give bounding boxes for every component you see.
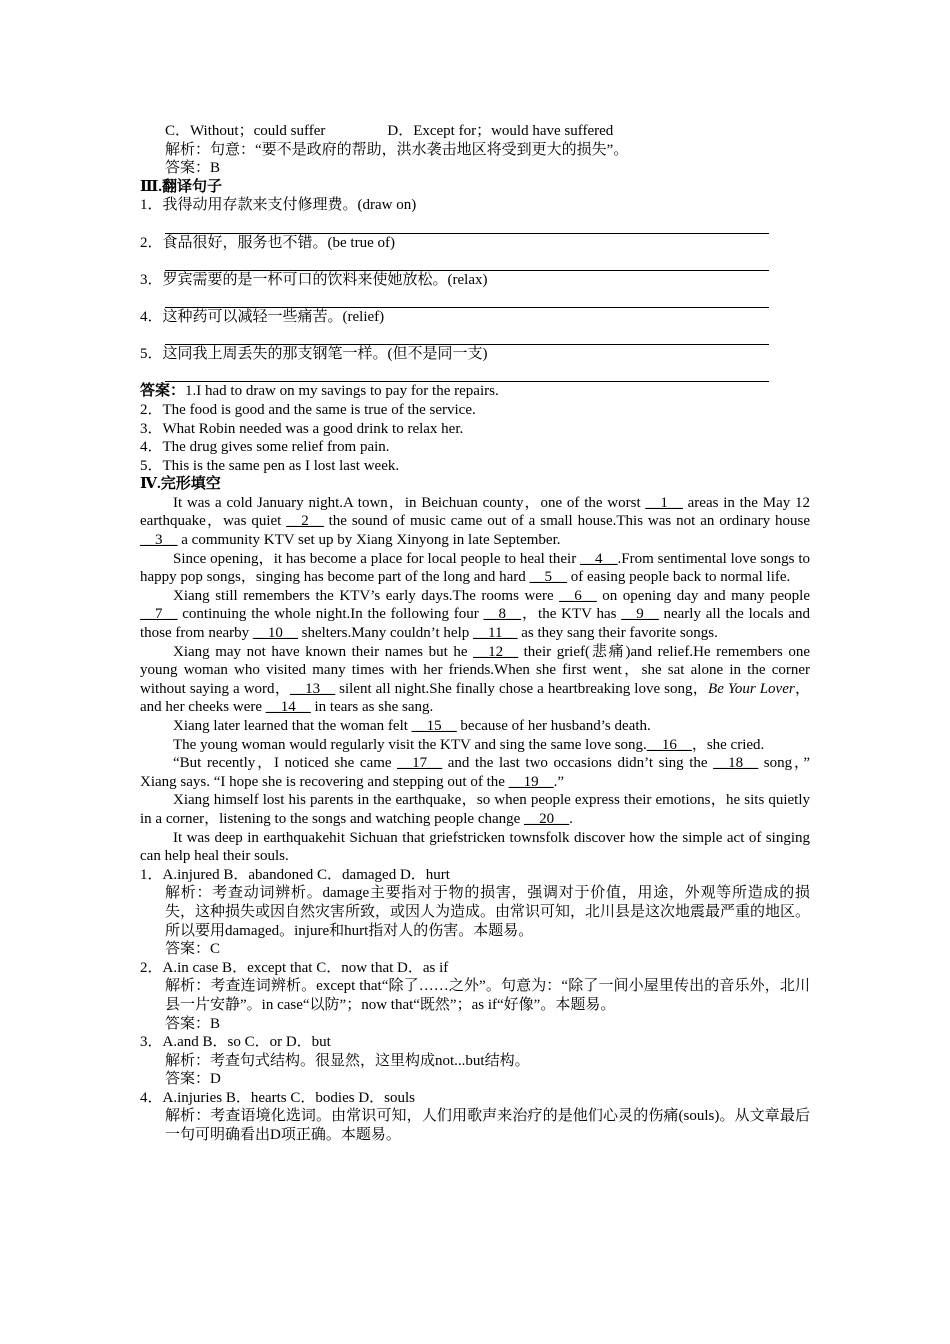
cloze-paragraph-7: “But recently，I noticed she came __17__ and the last two occasions didn’t sing the __18__ song，” Xiang says. “I hope she is recovering and stepping out of the __19__.” [140,755,810,790]
options-line [140,122,810,141]
question-2 [140,959,810,1033]
cloze-paragraph-2: Since opening，it has become a place for local people to heal their __4__.From sentimental love songs to happy pop songs，singing has become part of the long and hard __5__ of easing people back to normal life. [140,550,810,586]
question-answer: 答案：D [165,1071,221,1088]
question-4 [140,1089,810,1145]
cloze-blank-9: __9__ [621,606,659,623]
cloze-paragraph-1: It was a cold January night.A town，in Beichuan county，one of the worst __1__ areas in the May 12 earthquake，was quiet __2__ the sound of music came out of a small house.This was not an ordinary house __3__ a community KTV set up by Xiang Xinyong in late September. [140,494,810,549]
document-page [140,122,810,1145]
cloze-blank-7: __7__ [140,606,178,623]
question-analysis: 解析：考查句式结构。很显然，这里构成not...but结构。 [165,1052,530,1069]
cloze-blank-19: __19__ [508,773,554,790]
question-3 [140,1033,810,1089]
translation-answer-3: 3．What Robin needed was a good drink to relax her. [140,420,464,437]
translation-item: 3．罗宾需要的是一杯可口的饮料来使她放松。(relax) [140,271,810,308]
question-analysis: 解析：考查语境化选词。由常识可知，人们用歌声来治疗的是他们心灵的伤痛(souls)。从文章最后一句可明确看出D项正确。本题易。 [165,1108,810,1144]
question-options: 2．A.in case B．except that C．now that D．as if [140,959,449,976]
question-options: 1．A.injured B．abandoned C．damaged D．hurt [140,866,450,883]
cloze-blank-12: __12__ [473,643,519,660]
question-analysis: 解析：考查动词辨析。damage主要指对于物的损害，强调对于价值，用途，外观等所造成的损失，这种损失或因自然灾害所致，或因人为造成。由常识可知，北川县是这次地震最严重的地区。所以要用damaged。injure和hurt指对人的伤害。本题易。 [165,885,811,939]
translation-answer-5: 5．This is the same pen as I lost last week. [140,457,400,474]
cloze-blank-6: __6__ [559,587,597,604]
top-analysis: 解析：句意：“要不是政府的帮助，洪水袭击地区将受到更大的损失”。 [165,141,629,158]
cloze-blank-14: __14__ [265,699,311,716]
translation-answer-4: 4．The drug gives some relief from pain. [140,439,390,456]
cloze-paragraph-4: Xiang may not have known their names but he __12__ their grief(悲痛)and relief.He remembers one young woman who visited many times with her friends.When she first went，she sat alone in the corner without saying a word，__13__ silent all night.She finally chose a heartbreaking love song，Be Your Lover，and her cheeks were __14__ in tears as she sang. [140,643,810,716]
cloze-paragraph-5: Xiang later learned that the woman felt __15__ because of her husband’s death. [173,718,651,734]
answer-blank-line [165,327,769,346]
top-answer: 答案：B [165,160,221,177]
option-c: C．Without；could suffer [165,123,326,139]
cloze-paragraph-8: Xiang himself lost his parents in the earthquake，so when people express their emotions，he sits quietly in a corner，listening to the songs and watching people change __20__. [140,792,810,827]
question-analysis: 解析：考查连词辨析。except that“除了……之外”。句意为：“除了一间小屋里传出的音乐外，北川县一片安静”。in case“以防”；now that“既然”；as if“好像”。本题易。 [165,978,810,1013]
cloze-blank-3: __3__ [140,532,178,549]
translation-answer-2: 2．The food is good and the same is true of the service. [140,401,476,418]
question-options: 4．A.injuries B．hearts C．bodies D．souls [140,1089,415,1106]
cloze-blank-1: __1__ [645,494,683,511]
question-1 [140,866,810,959]
cloze-blank-8: __8__ [483,606,521,623]
option-d: D．Except for；would have suffered [387,123,614,139]
cloze-blank-13: __13__ [290,680,336,697]
question-answer: 答案：C [165,941,221,958]
answer-blank-line [165,215,769,234]
cloze-blank-16: __16__ [646,736,692,753]
cloze-paragraph-6: The young woman would regularly visit the KTV and sing the same love song.__16__，she cried. [173,736,765,753]
translation-item: 1．我得动用存款来支付修理费。(draw on) [140,196,810,233]
section3-heading: Ⅲ.翻译句子 [140,178,223,195]
answer-blank-line [165,289,769,308]
cloze-blank-10: __10__ [252,625,298,642]
question-options: 3．A.and B．so C．or D．but [140,1034,331,1051]
cloze-blank-18: __18__ [713,755,759,772]
cloze-paragraph-3: Xiang still remembers the KTV’s early days.The rooms were __6__ on opening day and many people __7__ continuing the whole night.In the following four __8__，the KTV has __9__ nearly all the locals and those from nearby __10__ shelters.Many couldn’t help __11__ as they sang their favorite songs. [140,587,810,642]
cloze-paragraph-9: It was deep in earthquakehit Sichuan that griefstricken townsfolk discover how the simple act of singing can help heal their souls. [140,829,810,865]
cloze-blank-20: __20__ [524,810,570,827]
translation-item: 2．食品很好，服务也不错。(be true of) [140,234,810,271]
translation-item: 5．这同我上周丢失的那支钢笔一样。(但不是同一支) [140,345,810,382]
translation-item: 4．这种药可以减轻一些痛苦。(relief) [140,308,810,345]
cloze-blank-11: __11__ [473,625,518,642]
translation-answer-1: 答案：1.I had to draw on my savings to pay for the repairs. [140,383,499,400]
answer-blank-line [165,364,769,383]
section4-heading: Ⅳ.完形填空 [140,476,221,493]
cloze-blank-17: __17__ [397,755,443,772]
song-title: Be Your Lover [708,680,795,697]
cloze-blank-15: __15__ [411,718,457,734]
answer-blank-line [165,252,769,271]
cloze-blank-2: __2__ [286,513,324,530]
question-answer: 答案：B [165,1015,221,1032]
cloze-blank-5: __5__ [529,569,568,586]
cloze-blank-4: __4__ [580,550,618,567]
